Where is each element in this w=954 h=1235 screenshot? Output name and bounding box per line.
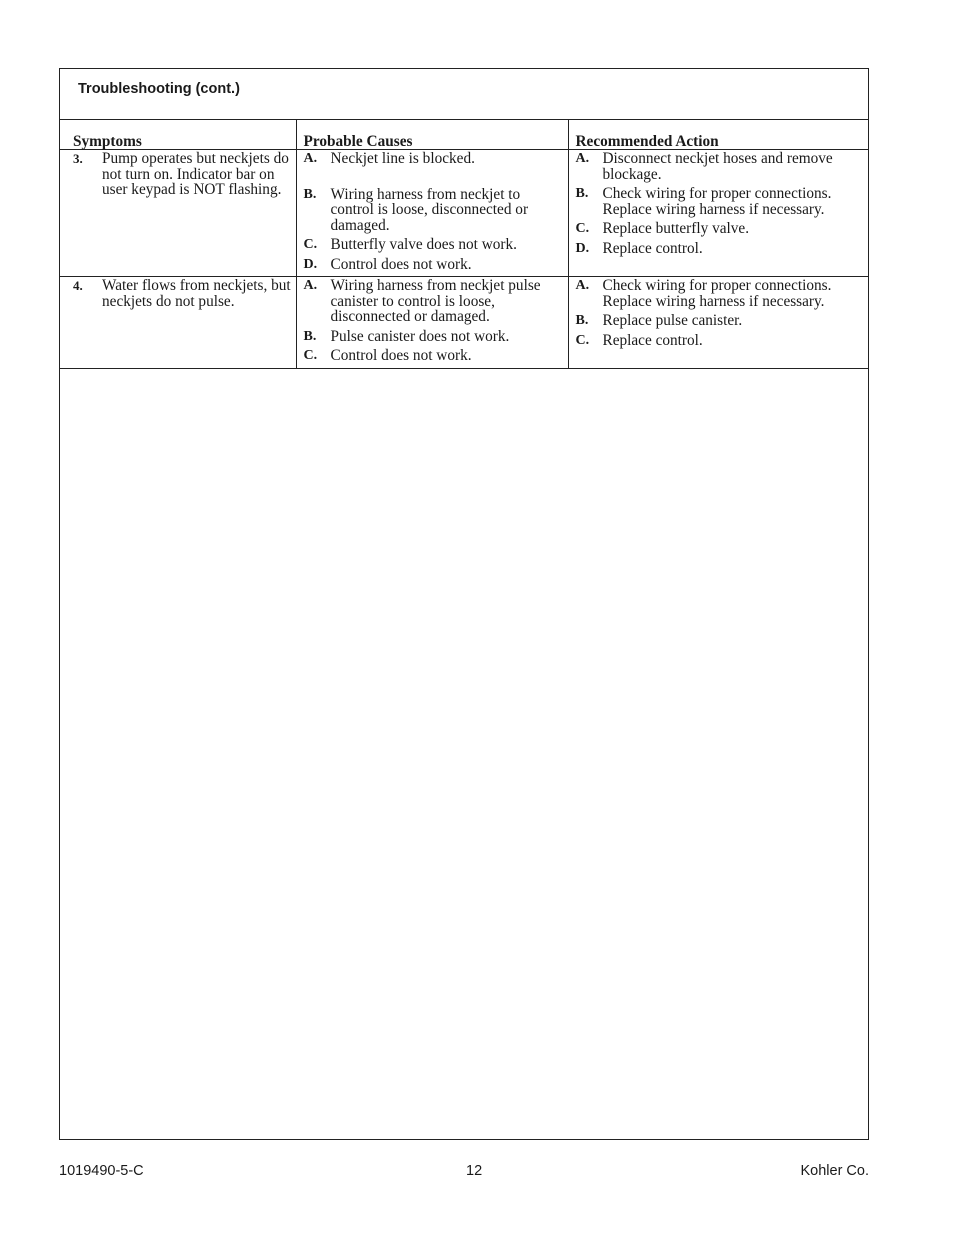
causes-cell	[296, 277, 568, 369]
item-label: A.	[575, 151, 590, 166]
item-text: Pulse canister does not work.	[330, 327, 510, 345]
table-header-row	[60, 120, 868, 150]
item-text: Check wiring for proper connections. Replace wiring harness if necessary.	[602, 277, 832, 310]
item-label: C.	[575, 221, 590, 236]
footer-doc-number: 1019490-5-C	[59, 1163, 144, 1179]
item-label: A.	[575, 278, 590, 293]
item-label: A.	[303, 151, 318, 166]
list-item	[304, 348, 564, 364]
list-item	[576, 221, 865, 237]
item-label: C.	[303, 237, 318, 252]
symptom-text: Pump operates but neckjets do not turn on. Indicator bar on user keypad is NOT flashing.	[102, 150, 289, 198]
table-row	[60, 277, 868, 369]
item-label: B.	[575, 186, 589, 201]
symptom-cell	[60, 150, 296, 277]
section-title: Troubleshooting (cont.)	[78, 81, 240, 97]
list-item	[304, 237, 564, 253]
item-label: B.	[303, 186, 317, 202]
list-item	[304, 187, 564, 234]
symptom-number: 4.	[73, 278, 83, 293]
item-text: Neckjet line is blocked.	[330, 150, 475, 167]
list-item	[576, 313, 865, 329]
item-text: Replace butterfly valve.	[602, 220, 750, 237]
causes-cell	[296, 150, 568, 277]
item-text: Wiring harness from neckjet pulse canister to control is loose, disconnected or damaged.	[330, 277, 541, 325]
item-text: Replace pulse canister.	[602, 312, 743, 329]
list-item	[304, 278, 564, 325]
column-header-probable-causes: Probable Causes	[296, 120, 568, 150]
item-text: Wiring harness from neckjet to control is loose, disconnected or damaged.	[330, 185, 529, 234]
list-item	[576, 186, 865, 217]
actions-cell	[568, 150, 868, 277]
list-item	[576, 241, 865, 257]
column-header-recommended-action: Recommended Action	[568, 120, 868, 150]
table-row	[60, 150, 868, 277]
actions-cell	[568, 277, 868, 369]
item-text: Control does not work.	[330, 255, 472, 273]
list-item	[304, 257, 564, 273]
item-text: Replace control.	[602, 239, 703, 257]
troubleshooting-table	[60, 119, 868, 369]
item-label: C.	[575, 332, 590, 348]
list-item	[304, 151, 564, 167]
item-label: B.	[575, 313, 589, 328]
item-text: Check wiring for proper connections. Replace wiring harness if necessary.	[602, 185, 832, 218]
item-label: B.	[303, 328, 317, 344]
symptom-cell	[60, 277, 296, 369]
troubleshooting-frame	[59, 68, 869, 1140]
list-item	[576, 278, 865, 309]
item-text: Butterfly valve does not work.	[330, 236, 517, 253]
item-text: Control does not work.	[330, 347, 472, 364]
footer-company: Kohler Co.	[800, 1163, 869, 1179]
list-item	[576, 151, 865, 182]
item-label: C.	[303, 348, 318, 363]
item-text: Disconnect neckjet hoses and remove blockage.	[602, 150, 833, 183]
list-item	[576, 333, 865, 349]
column-header-symptoms: Symptoms	[60, 120, 296, 150]
item-text: Replace control.	[602, 331, 703, 349]
symptom-number: 3.	[73, 151, 83, 166]
footer-page-number: 12	[466, 1163, 483, 1179]
item-label: D.	[575, 240, 590, 256]
symptom-text: Water flows from neckjets, but neckjets do not pulse.	[102, 277, 291, 310]
list-item	[304, 329, 564, 345]
item-label: D.	[303, 256, 318, 272]
item-label: A.	[303, 278, 318, 293]
